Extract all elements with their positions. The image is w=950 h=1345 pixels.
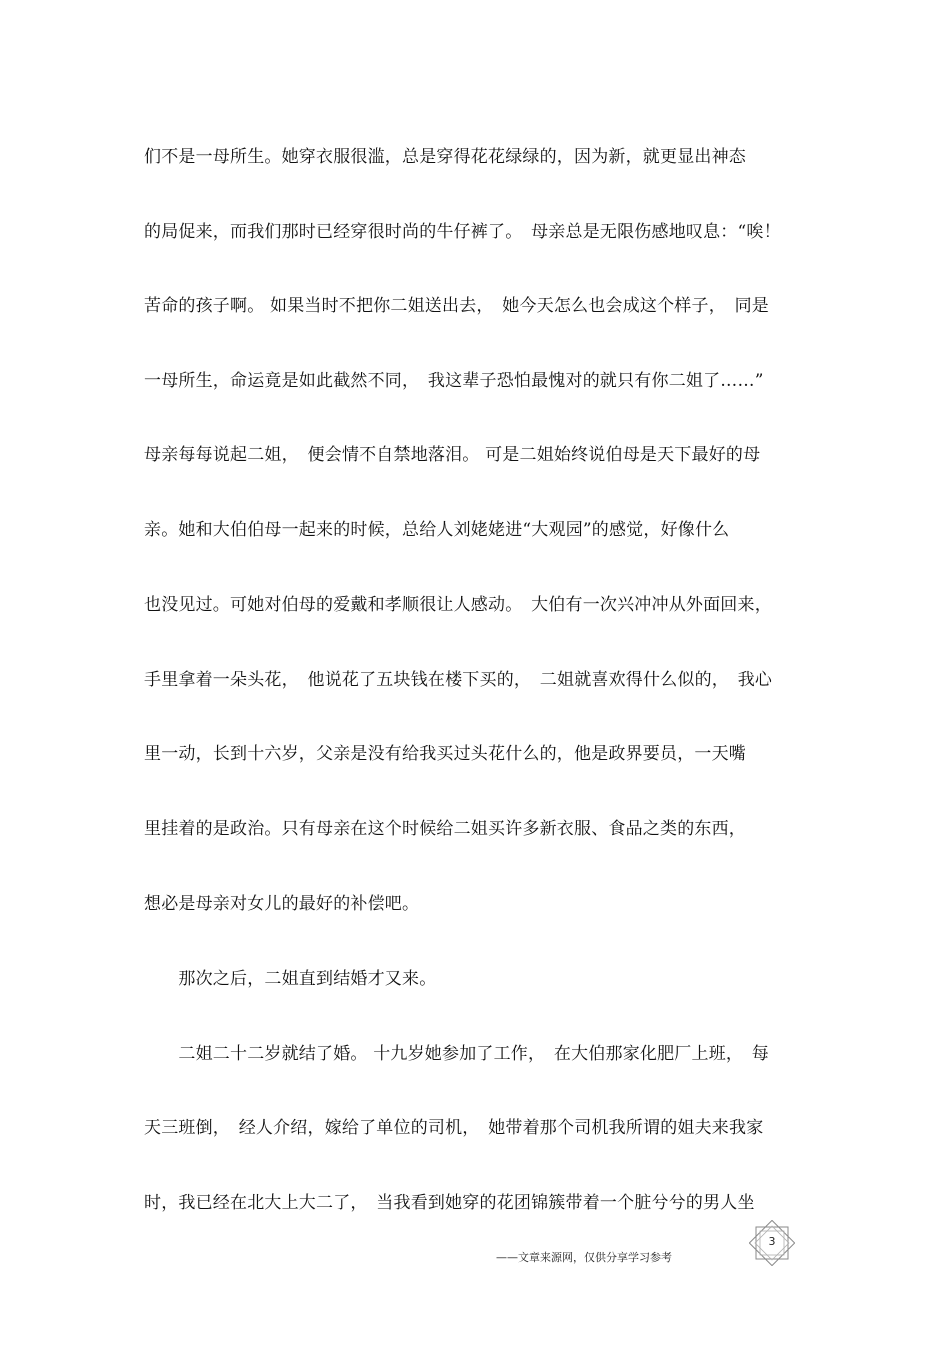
paragraph-line: 天三班倒， 经人介绍，嫁给了单位的司机， 她带着那个司机我所谓的姐夫来我家: [144, 1118, 764, 1138]
page-number-badge: [749, 1220, 795, 1266]
paragraph-line: 一母所生，命运竟是如此截然不同， 我这辈子恐怕最愧对的就只有你二姐了……”: [144, 371, 764, 391]
paragraph-line: 时，我已经在北大上大二了， 当我看到她穿的花团锦簇带着一个脏兮兮的男人坐: [144, 1193, 755, 1213]
paragraph-line: 们不是一母所生。她穿衣服很滥，总是穿得花花绿绿的，因为新，就更显出神态: [144, 147, 746, 167]
page-number: 3: [768, 1235, 776, 1248]
paragraph-line: 二姐二十二岁就结了婚。 十九岁她参加了工作， 在大伯那家化肥厂上班， 每: [144, 1044, 770, 1064]
paragraph-line: 亲。她和大伯伯母一起来的时候，总给人刘姥姥进“大观园”的感觉，好像什么: [144, 520, 730, 540]
paragraph-line: 的局促来，而我们那时已经穿很时尚的牛仔裤了。 母亲总是无限伤感地叹息：“唉！: [144, 222, 781, 242]
paragraph-line: 手里拿着一朵头花， 他说花了五块钱在楼下买的， 二姐就喜欢得什么似的， 我心: [144, 670, 773, 690]
paragraph-line: 里挂着的是政治。只有母亲在这个时候给二姐买许多新衣服、食品之类的东西，: [144, 819, 746, 839]
footer-source-note: ——文章来源网，仅供分享学习参考: [496, 1251, 672, 1264]
paragraph-line: 也没见过。可她对伯母的爱戴和孝顺很让人感动。 大伯有一次兴冲冲从外面回来，: [144, 595, 772, 615]
paragraph-line: 那次之后，二姐直到结婚才又来。: [144, 969, 437, 989]
paragraph-line: 想必是母亲对女儿的最好的补偿吧。: [144, 894, 420, 914]
paragraph-line: 里一动，长到十六岁，父亲是没有给我买过头花什么的，他是政界要员，一天嘴: [144, 744, 746, 764]
paragraph-line: 母亲每每说起二姐， 便会情不自禁地落泪。 可是二姐始终说伯母是天下最好的母: [144, 445, 761, 465]
paragraph-line: 苦命的孩子啊。 如果当时不把你二姐送出去， 她今天怎么也会成这个样子， 同是: [144, 296, 770, 316]
